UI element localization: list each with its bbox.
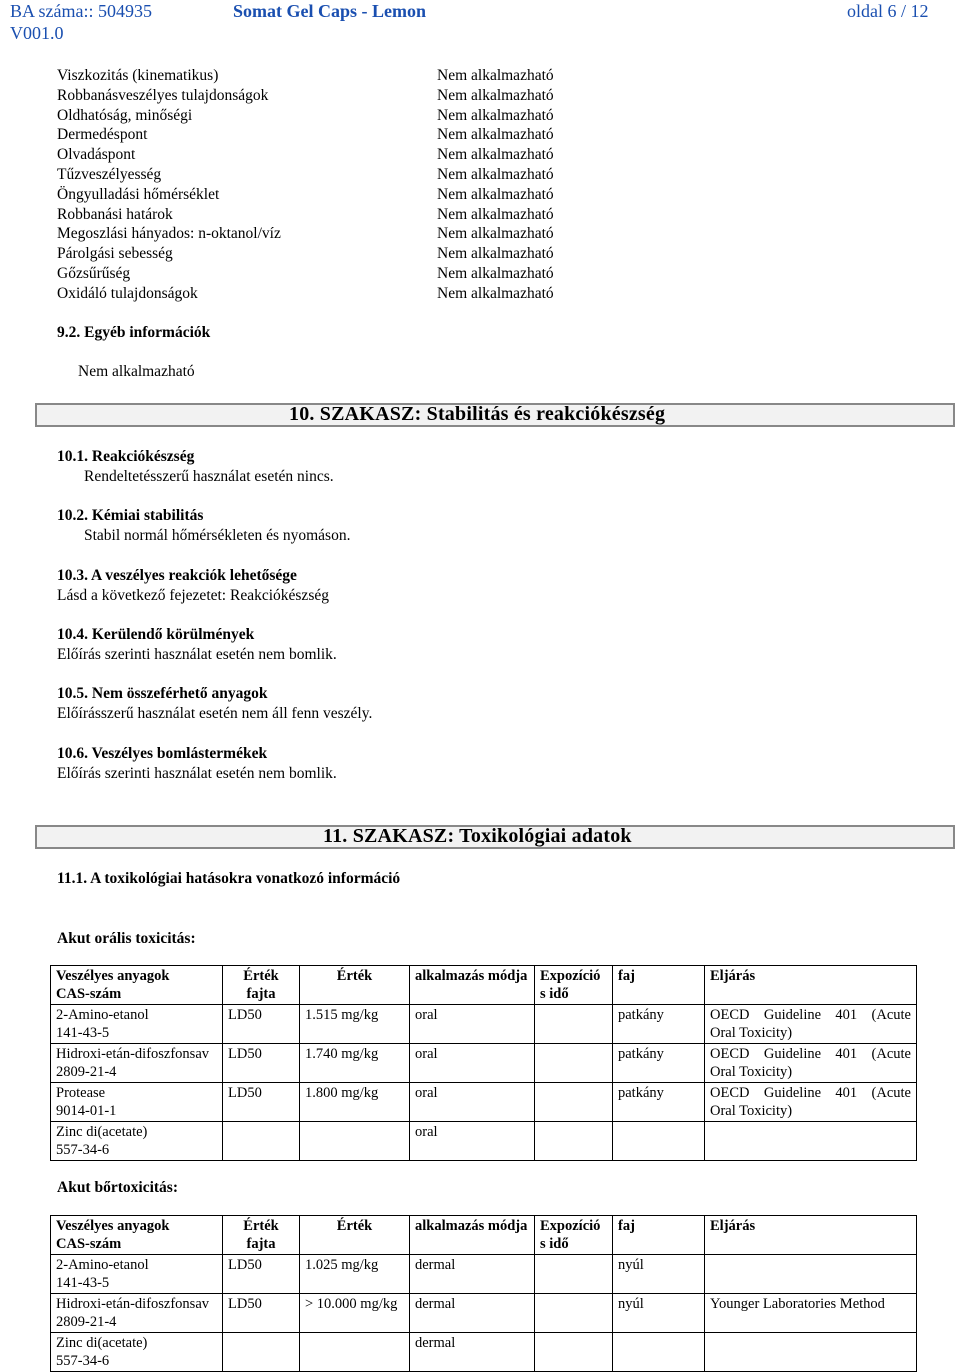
dermal-toxicity-label: Akut bőrtoxicitás: — [57, 1179, 178, 1196]
species-cell: patkány — [613, 1083, 705, 1122]
value-cell: 1.515 mg/kg — [300, 1005, 410, 1044]
cas-number: 2809-21-4 — [56, 1064, 117, 1080]
substance-cell — [51, 1005, 223, 1044]
header-value-type: Érték fajta — [223, 966, 300, 1005]
property-value: Nem alkalmazható — [437, 126, 554, 144]
header-species: faj — [613, 966, 705, 1005]
property-name: Tűzveszélyesség — [57, 166, 162, 183]
product-title: Somat Gel Caps - Lemon — [233, 1, 426, 21]
route-cell: oral — [410, 1083, 535, 1122]
table-row — [51, 1044, 917, 1083]
header-substance: Veszélyes anyagok CAS-szám — [51, 966, 223, 1005]
subsection-heading: 10.3. A veszélyes reakciók lehetősége — [57, 566, 297, 584]
property-name: Robbanásveszélyes tulajdonságok — [57, 86, 269, 104]
section-10-title: 10. SZAKASZ: Stabilitás és reakciókészség — [289, 403, 666, 425]
header-species: faj — [613, 1216, 705, 1255]
header-exposure: Expozíció s idő — [535, 966, 613, 1005]
substance-cell — [51, 1255, 223, 1294]
property-name: Viszkozitás (kinematikus) — [57, 67, 219, 84]
header-exposure: Expozíció s idő — [535, 1216, 613, 1255]
route-cell: dermal — [410, 1333, 535, 1372]
method-line: Oral Toxicity) — [710, 1064, 793, 1080]
subsection-text: Előírás szerinti használat esetén nem bomlik. — [57, 645, 337, 663]
method-line: Oral Toxicity) — [710, 1103, 793, 1119]
substance-cell — [51, 1333, 223, 1372]
substance-cell — [51, 1122, 223, 1161]
property-value: Nem alkalmazható — [437, 106, 554, 124]
cas-number: 9014-01-1 — [56, 1103, 117, 1119]
species-cell: nyúl — [613, 1255, 705, 1294]
value-cell: 1.740 mg/kg — [300, 1044, 410, 1083]
subsection-text: Rendeltetésszerű használat esetén nincs. — [84, 468, 334, 485]
exposure-cell — [535, 1122, 613, 1161]
species-cell — [613, 1122, 705, 1161]
method-cell — [705, 1122, 917, 1161]
cas-number: 141-43-5 — [56, 1275, 110, 1291]
subsection-heading: 10.5. Nem összeférhető anyagok — [57, 685, 268, 703]
value-cell — [300, 1333, 410, 1372]
page-number: oldal 6 / 12 — [847, 1, 929, 21]
header-substance: Veszélyes anyagok CAS-szám — [51, 1216, 223, 1255]
property-name: Oldhatóság, minőségi — [57, 106, 193, 124]
route-cell: dermal — [410, 1255, 535, 1294]
cas-number: 141-43-5 — [56, 1025, 110, 1041]
exposure-cell — [535, 1255, 613, 1294]
species-cell: patkány — [613, 1044, 705, 1083]
property-value: Nem alkalmazható — [437, 86, 554, 104]
subsection-heading: 10.4. Kerülendő körülmények — [57, 625, 255, 643]
method-line: OECD Guideline 401 (Acute — [710, 1007, 911, 1023]
method-line: Younger Laboratories Method — [710, 1296, 885, 1312]
method-cell — [705, 1294, 917, 1333]
property-name: Oxidáló tulajdonságok — [57, 284, 198, 302]
species-cell — [613, 1333, 705, 1372]
header-value: Érték — [300, 966, 410, 1005]
method-line: Oral Toxicity) — [710, 1025, 793, 1041]
header-route: alkalmazás módja — [410, 1216, 535, 1255]
property-name: Dermedéspont — [57, 126, 148, 144]
section-9-2-heading: 9.2. Egyéb információk — [57, 324, 211, 341]
subsection-heading: 10.6. Veszélyes bomlástermékek — [57, 744, 268, 762]
substance-cell — [51, 1044, 223, 1083]
property-name: Párolgási sebesség — [57, 245, 173, 263]
value-type-cell: LD50 — [223, 1044, 300, 1083]
dermal-toxicity-table — [50, 1215, 917, 1372]
exposure-cell — [535, 1333, 613, 1372]
property-value: Nem alkalmazható — [437, 265, 554, 282]
subsection-text: Előírás szerinti használat esetén nem bomlik. — [57, 764, 337, 782]
subsection-heading: 10.2. Kémiai stabilitás — [57, 507, 204, 525]
exposure-cell — [535, 1083, 613, 1122]
ba-number: BA száma:: 504935 — [10, 1, 152, 21]
method-cell — [705, 1083, 917, 1122]
oral-toxicity-label: Akut orális toxicitás: — [57, 930, 196, 947]
header-value-type: Érték fajta — [223, 1216, 300, 1255]
property-name: Olvadáspont — [57, 146, 136, 164]
species-cell: nyúl — [613, 1294, 705, 1333]
substance-name: Hidroxi-etán-difoszfonsav — [56, 1046, 210, 1062]
section-11-1-heading: 11.1. A toxikológiai hatásokra vonatkozó információ — [57, 870, 401, 887]
route-cell: dermal — [410, 1294, 535, 1333]
section-9-2-text: Nem alkalmazható — [78, 363, 195, 380]
header-value: Érték — [300, 1216, 410, 1255]
oral-toxicity-table — [50, 965, 917, 1161]
route-cell: oral — [410, 1005, 535, 1044]
subsection-text: Előírásszerű használat esetén nem áll fenn veszély. — [57, 705, 373, 723]
substance-name: 2-Amino-etanol — [56, 1257, 149, 1273]
value-type-cell: LD50 — [223, 1255, 300, 1294]
exposure-cell — [535, 1044, 613, 1083]
header-route: alkalmazás módja — [410, 966, 535, 1005]
method-cell — [705, 1255, 917, 1294]
substance-name: Protease — [56, 1085, 106, 1101]
value-cell: 1.025 mg/kg — [300, 1255, 410, 1294]
subsection-text: Stabil normál hőmérsékleten és nyomáson. — [84, 527, 351, 545]
value-type-cell — [223, 1122, 300, 1161]
exposure-cell — [535, 1005, 613, 1044]
value-cell: > 10.000 mg/kg — [300, 1294, 410, 1333]
cas-number: 557-34-6 — [56, 1142, 110, 1158]
route-cell: oral — [410, 1122, 535, 1161]
property-value: Nem alkalmazható — [437, 185, 554, 203]
property-name: Gőzsűrűség — [57, 265, 131, 282]
substance-name: Zinc di(acetate) — [56, 1335, 148, 1351]
table-header-row — [51, 966, 917, 1005]
table-header-row — [51, 1216, 917, 1255]
table-row — [51, 1122, 917, 1161]
table-row — [51, 1005, 917, 1044]
property-value: Nem alkalmazható — [437, 205, 554, 223]
method-line: OECD Guideline 401 (Acute — [710, 1085, 911, 1101]
table-row — [51, 1294, 917, 1333]
property-value: Nem alkalmazható — [437, 245, 554, 263]
subsection-heading: 10.1. Reakciókészség — [57, 448, 195, 465]
value-cell: 1.800 mg/kg — [300, 1083, 410, 1122]
value-type-cell: LD50 — [223, 1294, 300, 1333]
substance-name: 2-Amino-etanol — [56, 1007, 149, 1023]
version: V001.0 — [10, 23, 64, 43]
property-value: Nem alkalmazható — [437, 284, 554, 302]
header-method: Eljárás — [705, 1216, 917, 1255]
section-11-title: 11. SZAKASZ: Toxikológiai adatok — [323, 825, 632, 847]
property-name: Öngyulladási hőmérséklet — [57, 185, 220, 203]
exposure-cell — [535, 1294, 613, 1333]
property-value: Nem alkalmazható — [437, 166, 554, 183]
substance-name: Hidroxi-etán-difoszfonsav — [56, 1296, 210, 1312]
method-line: OECD Guideline 401 (Acute — [710, 1046, 911, 1062]
substance-name: Zinc di(acetate) — [56, 1124, 148, 1140]
species-cell: patkány — [613, 1005, 705, 1044]
table-row — [51, 1333, 917, 1372]
subsection-text: Lásd a következő fejezetet: Reakciókészség — [57, 586, 329, 604]
header-method: Eljárás — [705, 966, 917, 1005]
cas-number: 2809-21-4 — [56, 1314, 117, 1330]
property-value: Nem alkalmazható — [437, 225, 554, 243]
property-name: Megoszlási hányados: n-oktanol/víz — [57, 225, 281, 243]
value-type-cell: LD50 — [223, 1083, 300, 1122]
property-value: Nem alkalmazható — [437, 146, 554, 164]
property-name: Robbanási határok — [57, 205, 173, 223]
substance-cell — [51, 1083, 223, 1122]
value-cell — [300, 1122, 410, 1161]
route-cell: oral — [410, 1044, 535, 1083]
property-value: Nem alkalmazható — [437, 67, 554, 84]
value-type-cell: LD50 — [223, 1005, 300, 1044]
table-row — [51, 1255, 917, 1294]
substance-cell — [51, 1294, 223, 1333]
method-cell — [705, 1044, 917, 1083]
value-type-cell — [223, 1333, 300, 1372]
cas-number: 557-34-6 — [56, 1353, 110, 1369]
table-row — [51, 1083, 917, 1122]
method-cell — [705, 1333, 917, 1372]
method-cell — [705, 1005, 917, 1044]
